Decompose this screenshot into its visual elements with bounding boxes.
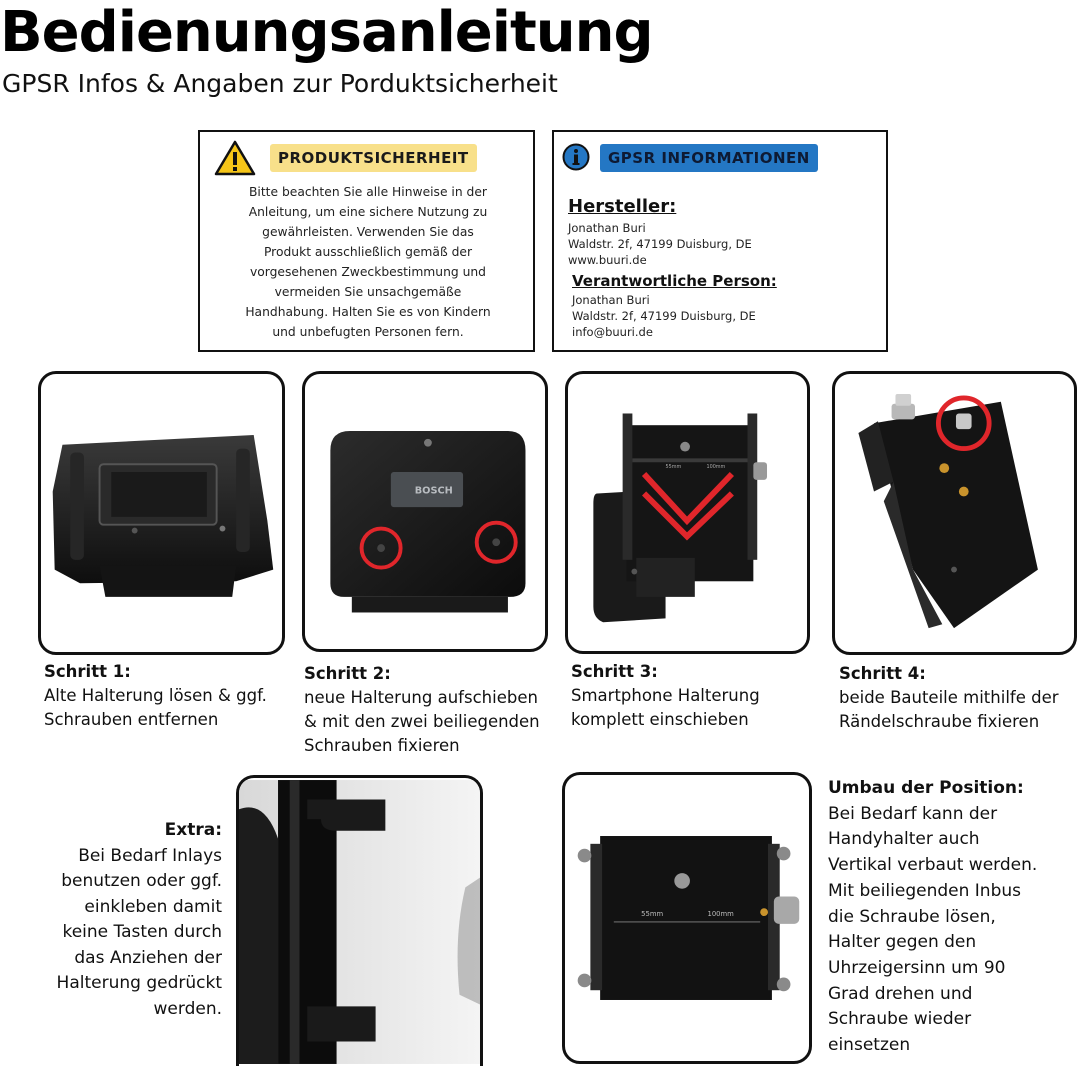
- info-icon: [562, 143, 590, 171]
- umbau-heading: Umbau der Position:: [828, 778, 1024, 798]
- safety-line: Bitte beachten Sie alle Hinweise in der: [249, 185, 487, 199]
- extra-line: keine Tasten durch: [62, 922, 222, 942]
- manufacturer-heading: Hersteller:: [568, 196, 677, 217]
- responsible-person-details: [572, 292, 756, 340]
- umbau-line: Uhrzeigersinn um 90: [828, 957, 1006, 978]
- extra-line: Bei Bedarf Inlays: [78, 845, 222, 866]
- umbau-line: Bei Bedarf kann der: [828, 803, 998, 824]
- responsible-person-heading: Verantwortliche Person:: [572, 272, 777, 290]
- step-line: Smartphone Halterung: [571, 686, 760, 705]
- step-1-instruction: [44, 660, 267, 732]
- scale-label-100mm: 100mm: [707, 910, 734, 919]
- extra-line: einkleben damit: [84, 896, 222, 917]
- step-line: neue Halterung aufschieben: [304, 688, 538, 707]
- safety-line: gewährleisten. Verwenden Sie das: [262, 225, 474, 239]
- step-4-instruction: [839, 662, 1059, 734]
- page-subtitle: GPSR Infos & Angaben zur Porduktsicherheit: [2, 69, 558, 98]
- extra-inlay-photo: [236, 775, 483, 1066]
- safety-line: Produkt ausschließlich gemäß der: [263, 245, 473, 259]
- product-safety-text: [228, 182, 508, 342]
- umbau-line: Halter gegen den: [828, 932, 977, 953]
- step-3-instruction: [571, 660, 760, 732]
- step4-photo: [832, 371, 1077, 655]
- manufacturer-details: [568, 220, 752, 268]
- step3-photo: [565, 371, 810, 654]
- page-title: Bedienungsanleitung: [0, 0, 653, 65]
- step1-photo: [38, 371, 285, 655]
- warning-icon: [214, 140, 256, 176]
- responsible-line: Waldstr. 2f, 47199 Duisburg, DE: [572, 309, 756, 323]
- extra-instruction: [20, 818, 222, 1022]
- safety-line: vermeiden Sie unsachgemäße: [274, 285, 462, 299]
- umbau-line: Grad drehen und: [828, 983, 973, 1004]
- umbau-photo: [562, 772, 812, 1064]
- safety-line: und unbefugten Personen fern.: [272, 325, 464, 339]
- step-heading: Schritt 1:: [44, 662, 131, 681]
- product-safety-badge: PRODUKTSICHERHEIT: [270, 144, 477, 172]
- gpsr-badge: GPSR INFORMATIONEN: [600, 144, 818, 172]
- extra-line: benutzen oder ggf.: [61, 871, 222, 891]
- safety-line: Anleitung, um eine sichere Nutzung zu: [248, 205, 488, 219]
- product-safety-box: [198, 130, 535, 352]
- manufacturer-line: Jonathan Buri: [568, 221, 646, 235]
- step-line: Alte Halterung lösen & ggf.: [44, 686, 267, 705]
- safety-line: Handhabung. Halten Sie es von Kindern: [245, 305, 491, 319]
- step-line: komplett einschieben: [571, 710, 749, 729]
- umbau-line: einsetzen: [828, 1035, 911, 1056]
- step-heading: Schritt 4:: [839, 664, 926, 683]
- scale-label-100mm: 100mm: [706, 464, 726, 471]
- extra-line: Halterung gedrückt: [56, 973, 222, 993]
- extra-line: werden.: [153, 998, 222, 1019]
- umbau-line: Handyhalter auch: [828, 829, 980, 850]
- step-heading: Schritt 2:: [304, 664, 391, 683]
- step-line: beide Bauteile mithilfe der: [839, 688, 1059, 707]
- responsible-line: Jonathan Buri: [572, 293, 650, 307]
- step-heading: Schritt 3:: [571, 662, 658, 681]
- extra-line: das Anziehen der: [74, 947, 222, 968]
- step-line: & mit den zwei beiliegenden: [304, 712, 540, 731]
- step2-photo: [302, 371, 548, 652]
- step-line: Rändelschraube fixieren: [839, 712, 1040, 731]
- gpsr-info-box: [552, 130, 888, 352]
- umbau-line: Mit beiliegenden Inbus: [828, 880, 1022, 901]
- manufacturer-line: www.buuri.de: [568, 253, 647, 267]
- bosch-display-text: BOSCH: [414, 485, 453, 497]
- responsible-line: info@buuri.de: [572, 325, 653, 339]
- step-line: Schrauben entfernen: [44, 710, 219, 729]
- safety-line: vorgesehenen Zweckbestimmung und: [249, 265, 486, 279]
- scale-label-55mm: 55mm: [641, 910, 664, 919]
- step-line: Schrauben fixieren: [304, 736, 460, 755]
- umbau-line: Schraube wieder: [828, 1009, 972, 1030]
- step-2-instruction: [304, 662, 540, 758]
- scale-label-55mm: 55mm: [665, 464, 682, 471]
- umbau-line: die Schraube lösen,: [828, 906, 996, 927]
- extra-heading: Extra:: [164, 820, 222, 840]
- manufacturer-line: Waldstr. 2f, 47199 Duisburg, DE: [568, 237, 752, 251]
- umbau-line: Vertikal verbaut werden.: [828, 855, 1038, 876]
- umbau-instruction: [828, 776, 1074, 1059]
